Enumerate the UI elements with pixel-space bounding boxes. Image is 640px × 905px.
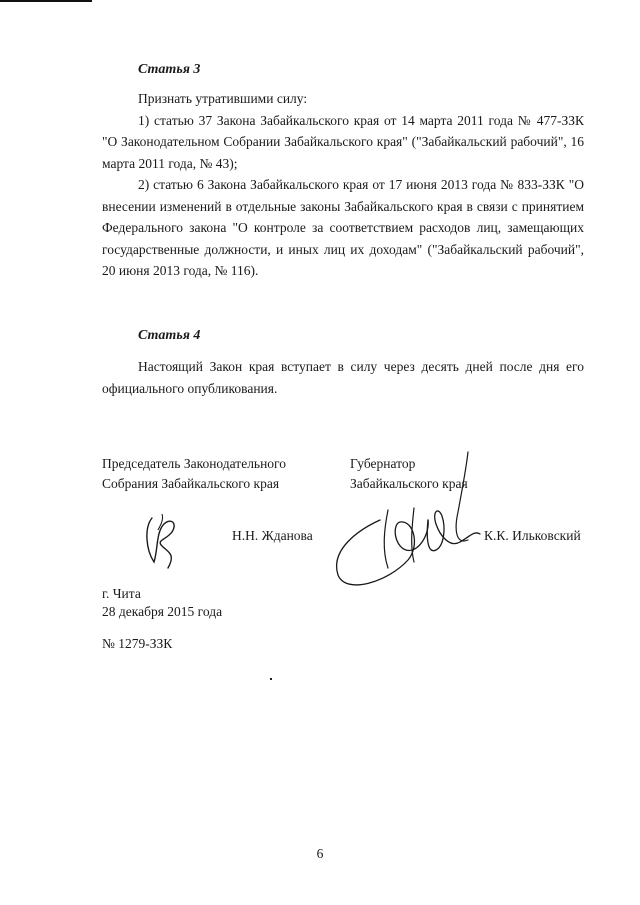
top-rule bbox=[0, 0, 92, 2]
right-signatory-name: К.К. Ильковский bbox=[484, 528, 581, 543]
article-3-item-1: 1) статью 37 Закона Забайкальского края от 14 марта 2011 года № 477-ЗЗК "О Законодательном Собрании Забайкальского края" ("Забайкальский рабочий", 16 марта 2011 года, № 43); bbox=[102, 112, 584, 171]
left-signatory-title-line-1: Председатель Законодательного bbox=[102, 456, 287, 471]
article-4-text: Настоящий Закон края вступает в силу через десять дней после дня его официального опубликования. bbox=[102, 359, 584, 396]
right-signatory-title-line-2: Забайкальского края bbox=[350, 476, 468, 491]
right-signatory-title-line-1: Губернатор bbox=[350, 456, 416, 471]
article-4-body bbox=[102, 356, 584, 399]
left-signatory-title-line-2: Собрания Забайкальского края bbox=[102, 476, 280, 491]
article-3-body bbox=[102, 88, 584, 282]
article-3-intro: Признать утратившими силу: bbox=[138, 91, 308, 106]
right-signature bbox=[318, 450, 488, 600]
article-3-heading: Статья 3 bbox=[138, 62, 201, 77]
scan-speck bbox=[270, 678, 272, 680]
left-signatory-name: Н.Н. Жданова bbox=[232, 528, 313, 543]
article-4-heading: Статья 4 bbox=[138, 328, 201, 343]
left-signature bbox=[138, 510, 188, 572]
page-number: 6 bbox=[316, 846, 324, 861]
law-number: № 1279-ЗЗК bbox=[102, 636, 173, 651]
date: 28 декабря 2015 года bbox=[102, 604, 223, 619]
article-3-item-2: 2) статью 6 Закона Забайкальского края от 17 июня 2013 года № 833-ЗЗК "О внесении изменений в отдельные законы Забайкальского края в связи с принятием Федерального закона "О контроле за соответствием расходов лиц, замещающих государственные должности, и иных лиц их доходам" ("Забайкальский рабочий", 20 июня 2013 года, № 116). bbox=[102, 177, 584, 278]
place: г. Чита bbox=[102, 586, 141, 601]
